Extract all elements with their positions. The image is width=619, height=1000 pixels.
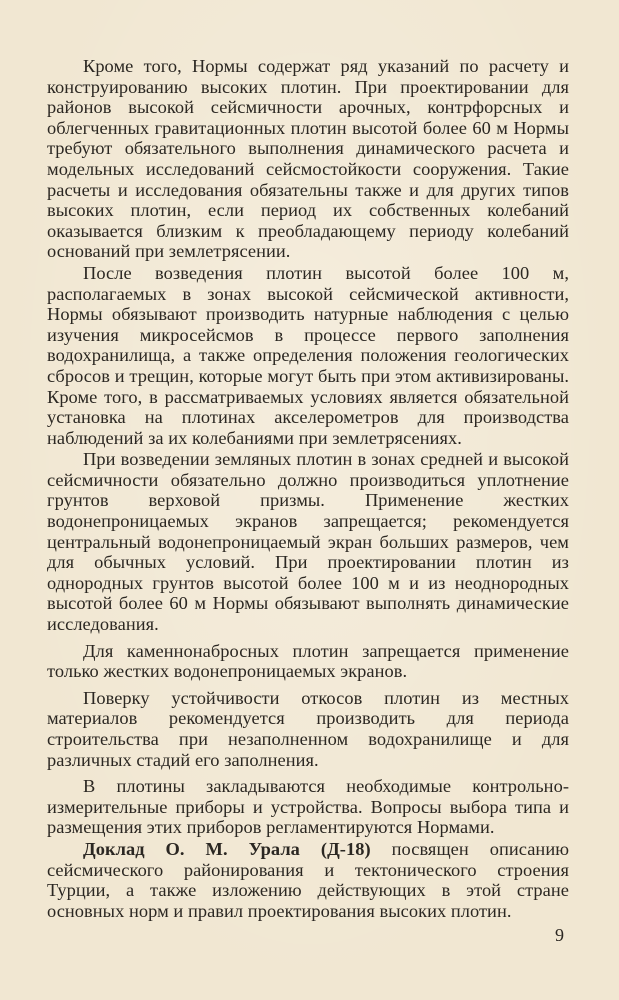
report-summary: посвящен описанию сейсмического районирования и тектонического строения Турции, а также изложению действующих в этой стране основных норм и правил проектирования высоких плотин. [47,838,569,921]
page-text [47,56,569,921]
paragraph-design-requirements: Кроме того, Нормы содержат ряд указаний по расчету и конструированию высоких плотин. При проектировании для районов высокой сейсмичности арочных, контрфорсных и облегченных гравитационных плотин высотой более 60 м Нормы требуют обязательного выполнения динамического расчета и модельных исследований сейсмостойкости сооружения. Такие расчеты и исследования обязательны также и для других типов высоких плотин, если период их собственных колебаний оказывается близким к преобладающему периоду колебаний оснований при землетрясении. [47,56,569,262]
paragraph-instruments: В плотины закладываются необходимые контрольно-измерительные приборы и устройства. Вопросы выбора типа и размещения этих приборов регламентируются Нормами. [47,776,569,838]
paragraph-field-observations: После возведения плотин высотой более 100 м, располагаемых в зонах высокой сейсмической активности, Нормы обязывают производить натурные наблюдения с целью изучения микросейсмов в процессе первого заполнения водохранилища, а также определения положения геологических сбросов и трещин, которые могут быть при этом активизированы. Кроме того, в рассматриваемых условиях является обязательной установка на плотинах акселерометров для производства наблюдений за их колебаниями при землетрясениях. [47,262,569,448]
report-author: Доклад О. М. Урала (Д-18) [83,838,371,859]
paragraph-slope-stability: Поверку устойчивости откосов плотин из местных материалов рекомендуется производить для периода строительства при незаполненном водохранилище и для различных стадий его заполнения. [47,687,569,770]
page-number: 9 [555,925,564,945]
paragraph-rockfill-dams: Для каменнонабросных плотин запрещается применение только жестких водонепроницаемых экранов. [47,640,569,682]
paragraph-earth-dams: При возведении земляных плотин в зонах средней и высокой сейсмичности обязательно должно производиться уплотнение грунтов верховой призмы. Применение жестких водонепроницаемых экранов запрещается; рекомендуется центральный водонепроницаемый экран больших размеров, чем для обычных условий. При проектировании плотин из однородных грунтов высотой более 100 м и из неоднородных высотой более 60 м Нормы обязывают выполнять динамические исследования. [47,449,569,635]
paragraph-report [47,839,569,921]
